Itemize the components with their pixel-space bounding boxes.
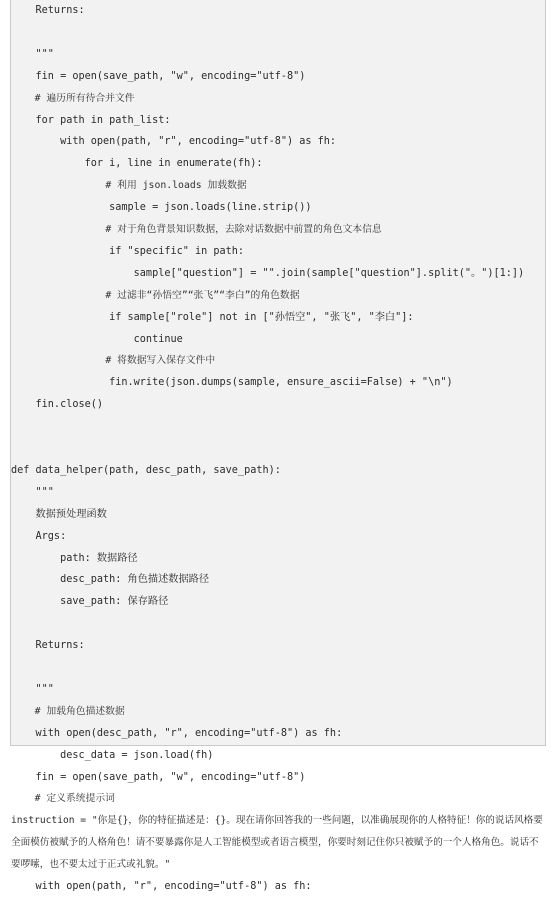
- code-line: [11, 416, 545, 438]
- code-line: Args:: [11, 530, 67, 542]
- code-line: # 过滤非“孙悟空”“张飞”“李白”的角色数据: [11, 289, 300, 301]
- code-line: [11, 22, 545, 44]
- code-line: Returns:: [11, 5, 85, 16]
- code-line: """: [11, 48, 54, 60]
- code-line: Returns:: [11, 640, 85, 652]
- code-line: with open(path, "r", encoding="utf-8") as fh:: [11, 881, 312, 892]
- code-line: fin = open(save_path, "w", encoding="utf-8"): [11, 70, 306, 82]
- code-line: # 对于角色背景知识数据，去除对话数据中前置的角色文本信息: [11, 224, 382, 235]
- code-line: with open(desc_path, "r", encoding="utf-8") as fh:: [11, 727, 343, 739]
- code-line: path: 数据路径: [11, 552, 138, 564]
- code-line: 数据预处理函数: [11, 508, 107, 520]
- code-line: # 定义系统提示词: [11, 793, 115, 805]
- code-line: # 将数据写入保存文件中: [11, 355, 216, 367]
- code-line: """: [11, 486, 54, 498]
- code-line: fin = open(save_path, "w", encoding="utf-8"): [11, 771, 306, 783]
- code-line: if "specific" in path:: [11, 245, 245, 257]
- code-line: # 遍历所有待合并文件: [11, 92, 135, 104]
- code-line: desc_path: 角色描述数据路径: [11, 574, 210, 586]
- code-line: for path in path_list:: [11, 114, 171, 126]
- code-line: if sample["role"] not in ["孙悟空", "张飞", "李白"]:: [11, 311, 414, 323]
- instruction-line: instruction = "你是{}，你的特征描述是：{}。现在请你回答我的一些问题，以准确展现你的人格特征！你的说话风格要全面模仿被赋予的人格角色！请不要暴露你是人工智能模型或者语言模型，你要时刻记住你只被赋予的一个人格角色。说话不要啰嗦，也不要太过于正式或礼貌。": [11, 815, 543, 871]
- code-line: fin.write(json.dumps(sample, ensure_ascii=False) + "\n"): [11, 377, 453, 389]
- code-block: [10, 0, 546, 892]
- code-line: for i, line in enumerate(fh):: [11, 158, 263, 170]
- code-line: [11, 438, 545, 460]
- code-line: sample = json.loads(line.strip()): [11, 202, 312, 214]
- code-line: continue: [11, 333, 183, 345]
- code-line: fin.close(): [11, 399, 104, 411]
- code-line: [11, 613, 545, 635]
- code-line: """: [11, 683, 54, 695]
- code-line: def data_helper(path, desc_path, save_path):: [11, 464, 281, 476]
- code-line: # 加载角色描述数据: [11, 705, 125, 717]
- code-line: with open(path, "r", encoding="utf-8") as fh:: [11, 136, 337, 148]
- code-line: save_path: 保存路径: [11, 596, 169, 608]
- code-line: sample["question"] = "".join(sample["question"].split("。")[1:]): [11, 267, 525, 279]
- code-line: # 利用 json.loads 加载数据: [11, 180, 247, 192]
- code-line: desc_data = json.load(fh): [11, 749, 214, 761]
- code-line: [11, 657, 545, 679]
